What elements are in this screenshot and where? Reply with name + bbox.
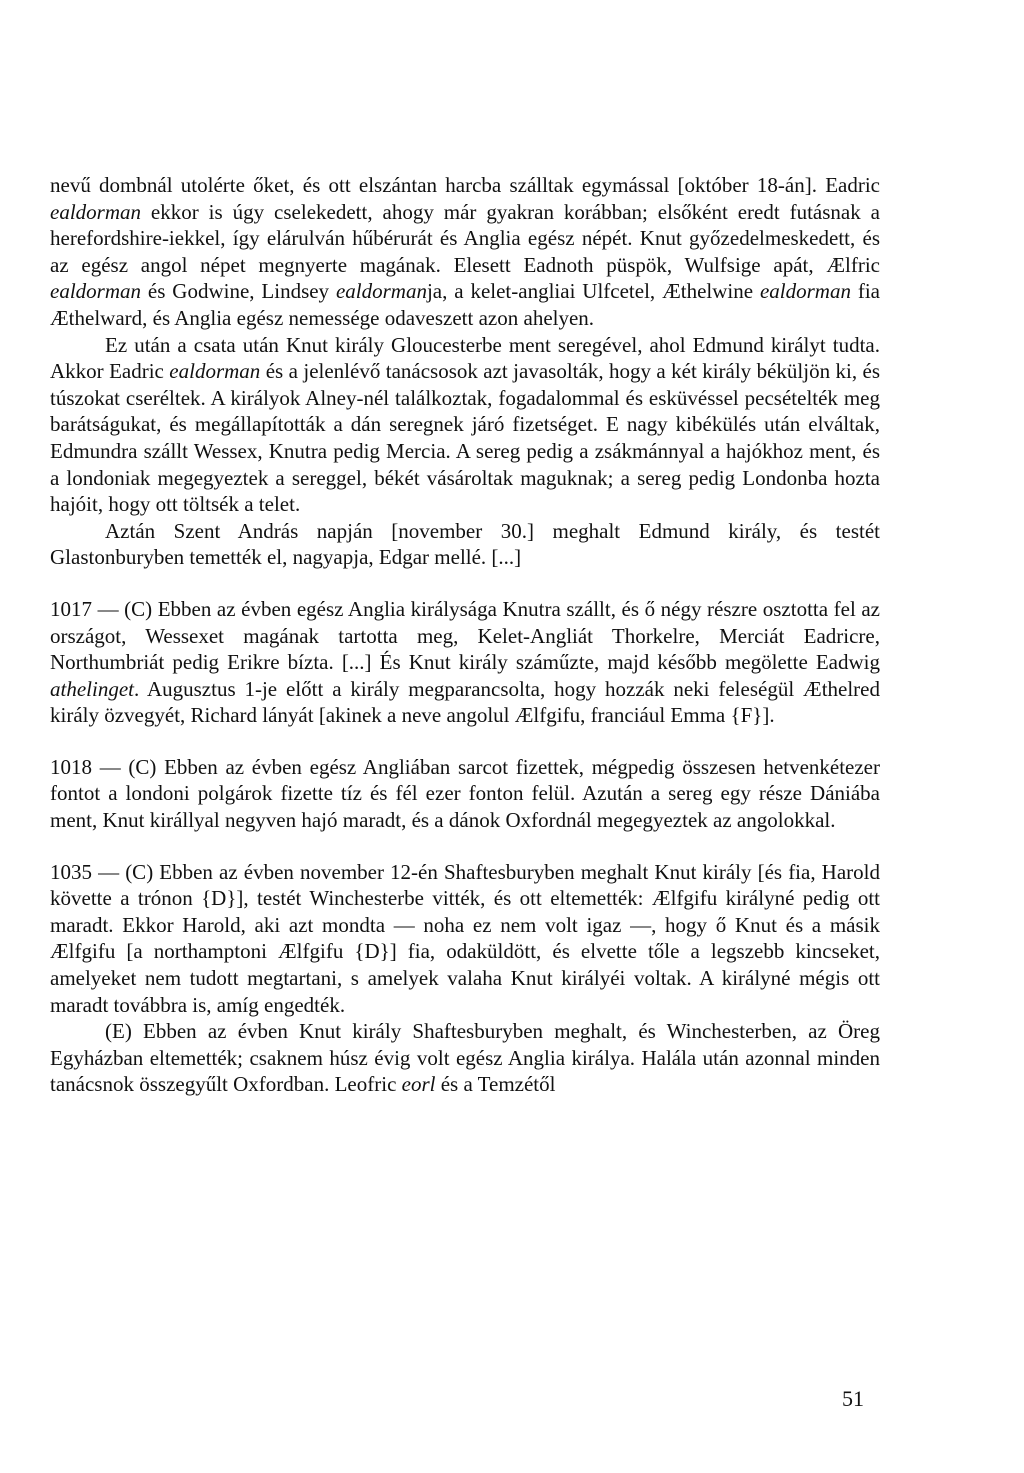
italic-term: ealdorman (50, 279, 141, 304)
text-run: (E) Ebben az évben Knut király Shaftesburyben meghalt, és Winchesterben, az Öreg Egyházban eltemették; csaknem húsz évig volt egész Anglia királya. Halála után azonnal minden tanácsnok összegyűlt Oxfordban. Leofric (50, 1019, 880, 1097)
entry-1017 (50, 596, 880, 729)
text-run: és a Temzétől (435, 1072, 556, 1097)
italic-term: ealdorman (169, 359, 261, 384)
text-run: fia Æthelward, és Anglia egész nemessége odaveszett azon ahelyen. (50, 279, 880, 330)
text-run: 1035 — (C) Ebben az évben november 12-én Shaftesburyben meghalt Knut király [és fia, Harold követte a trónon {D}], testét Winchesterbe vitték, és ott eltemették: Ælfgifu királyné pedig ott maradt. Ekkor Harold, aki azt mondta — noha ez nem volt igaz —, hogy ő Knut és a másik Ælfgifu [a northamptoni Ælfgifu {D}] fia, odaküldött, és elvette tőle a legszebb kincseket, amelyeket nem tudott megtartani, s amelyek valaha Knut királyéi voltak. A királyné mégis ott maradt továbbra is, amíg engedték. (50, 859, 880, 1017)
text-run: és Godwine, Lindsey (141, 279, 336, 304)
italic-term: ealdorman (759, 279, 851, 304)
italic-term: eorl (401, 1072, 436, 1097)
text-run: Ez után a csata után Knut király Gloucesterbe ment seregével, ahol Edmund királyt tudta. Akkor Eadric (50, 332, 880, 384)
text-run: . Augusztus 1-je előtt a király megparancsolta, hogy hozzák neki feleségül Æthelred király özvegyét, Richard lányát [akinek a neve angolul Ælfgifu, franciául Emma {F}]. (50, 676, 880, 728)
text-run: ja, a kelet-angliai Ulfcetel, Æthelwine (426, 279, 760, 304)
italic-term: ealdorman (50, 199, 141, 224)
entry-1018 (50, 754, 880, 834)
paragraph-3 (50, 518, 880, 571)
paragraph-1035-e (50, 1018, 880, 1098)
text-run: Aztán Szent András napján [november 30.] meghalt Edmund király, és testét Glastonburyben temették el, nagyapja, Edgar mellé. [...] (50, 518, 880, 570)
text-run: nevű dombnál utolérte őket, és ott elszántan harcba szálltak egymással [október 18-án]. Eadric (50, 173, 880, 197)
italic-term: ealdorman (335, 279, 427, 304)
text-run: 1018 — (C) Ebben az évben egész Angliában sarcot fizettek, mégpedig összesen hetvenkétezer fontot a londoni polgárok fizette tíz és fél ezer fonton felül. Azután a sereg egy része Dániába ment, Knut királlyal negyven hajó maradt, és a dánok Oxfordnál megegyeztek az angolokkal. (50, 754, 880, 833)
text-run: 1017 — (C) Ebben az évben egész Anglia királysága Knutra szállt, és ő négy részre osztotta fel az országot, Wessexet magának tartotta meg, Kelet-Angliát Thorkelre, Merciát Eadricre, Northumbriát pedig Erikre bízta. [...] És Knut király száműzte, majd később megölette Eadwig (50, 596, 880, 675)
entry-1035 (50, 859, 880, 1019)
text-run: és a jelenlévő tanácsosok azt javasolták, hogy a két király béküljön ki, és túszokat cseréltek. A királyok Alney-nél találkoztak, fogadalommal és esküvéssel pecsételték meg barátságukat, és megállapították a dán seregnek járó fizetséget. E nagy kibékülés után elváltak, Edmundra szállt Wessex, Knutra pedig Mercia. A sereg pedig a zsákmánnyal a hajókhoz ment, és a londoniak megegyeztek a sereggel, békét vásároltak maguknak; a sereg pedig Londonba hozta hajóit, hogy ott töltsék a telet. (50, 359, 880, 517)
paragraph-2 (50, 332, 880, 518)
page-body (50, 172, 880, 1098)
paragraph-1 (50, 172, 880, 332)
italic-term: athelinget (50, 676, 134, 701)
text-run: ekkor is úgy cselekedett, ahogy már gyakran korábban; elsőként eredt futásnak a herefordshire-iekkel, így elárulván hűbérurát és Anglia egész népét. Knut győzedelmeskedett, és az egész angol népet megnyerte magának. Elesett Eadnoth püspök, Wulfsige apát, Ælfric (50, 199, 880, 277)
page-number: 51 (842, 1386, 864, 1411)
